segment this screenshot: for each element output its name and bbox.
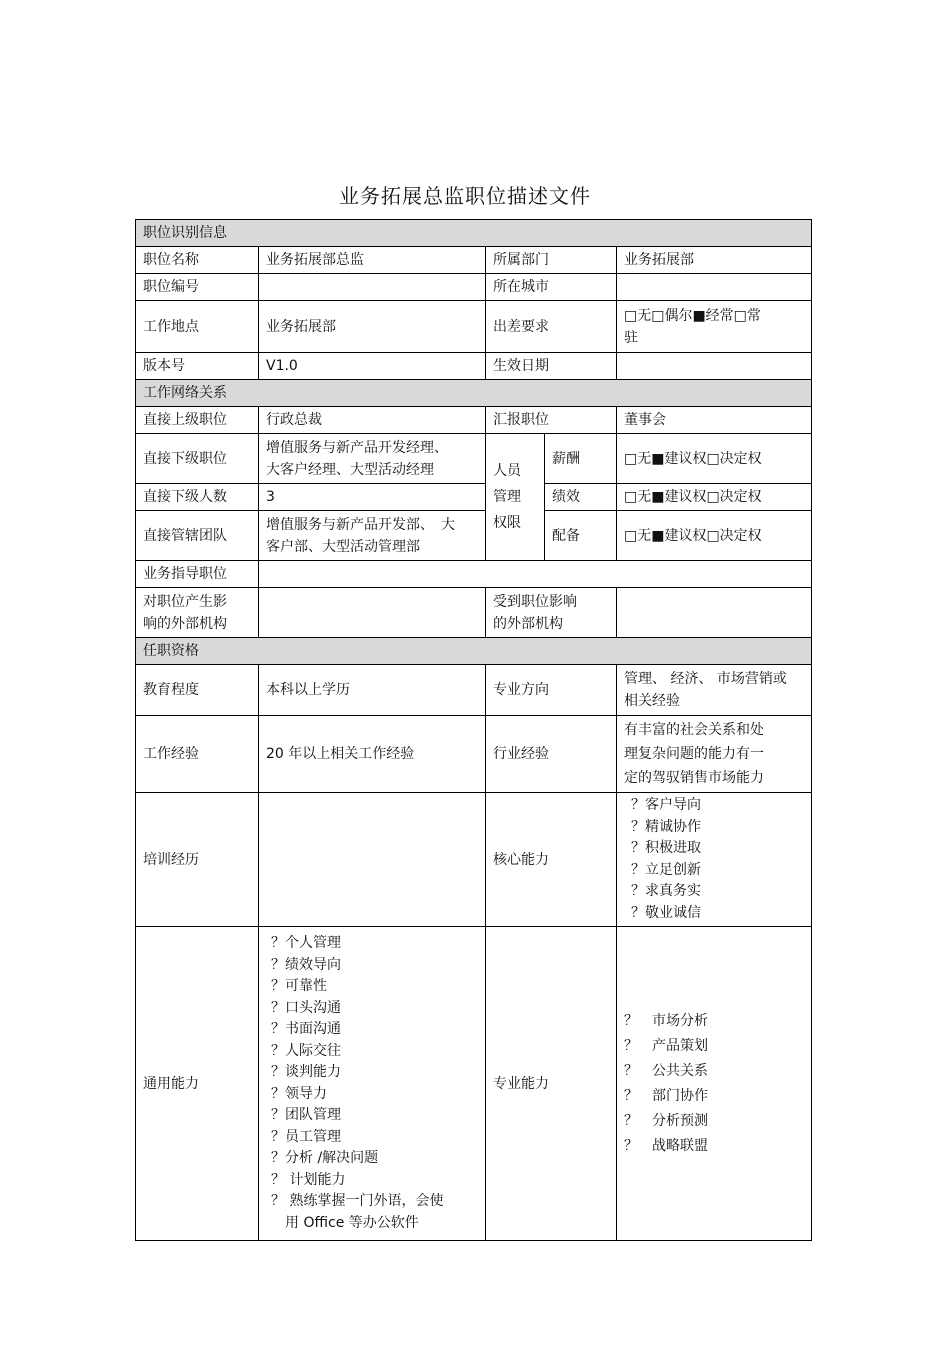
affect-label-line-2: 响的外部机构: [143, 615, 227, 632]
major-line-2: 相关经验: [624, 693, 680, 709]
label-position-name: 职位名称: [136, 247, 259, 274]
general-item: ？谈判能力: [271, 1064, 341, 1080]
label-city: 所在城市: [486, 274, 617, 301]
label-core: 核心能力: [486, 793, 617, 927]
label-effective-date: 生效日期: [486, 353, 617, 380]
label-major: 专业方向: [486, 665, 617, 716]
authority-line-1: 人员: [493, 463, 521, 479]
core-item: ？立足创新: [631, 861, 701, 878]
team-line-1: 增值服务与新产品开发部、 大: [266, 516, 455, 533]
value-major: [617, 665, 812, 716]
value-version: V1.0: [259, 353, 486, 380]
label-guidance: 业务指导职位: [136, 561, 259, 588]
general-item: ？员工管理: [271, 1128, 341, 1145]
section-header-network: 工作网络关系: [136, 380, 812, 407]
value-effective-date: [617, 353, 812, 380]
label-salary: 薪酬: [545, 434, 617, 484]
value-experience: 20 年以上相关工作经验: [259, 716, 486, 793]
value-position-name: 业务拓展部总监: [259, 247, 486, 274]
authority-line-2: 管理: [493, 489, 521, 505]
general-item: ？人际交往: [271, 1042, 341, 1059]
label-affected: [486, 588, 617, 638]
industry-line-1: 有丰富的社会关系和处: [624, 722, 764, 738]
general-item: 用 Office 等办公软件: [271, 1214, 419, 1231]
section-header-qualification: 任职资格: [136, 638, 812, 665]
professional-item: ？ 产品策划: [624, 1037, 708, 1054]
travel-line-1: □无□偶尔■经常□常: [624, 307, 761, 324]
value-location: 业务拓展部: [259, 301, 486, 353]
value-travel: [617, 301, 812, 353]
general-item: ？分析 /解决问题: [271, 1150, 379, 1166]
value-position-no: [259, 274, 486, 301]
value-superior: 行政总裁: [259, 407, 486, 434]
job-description-table: [135, 219, 812, 1241]
label-training: 培训经历: [136, 793, 259, 927]
professional-item: ？ 市场分析: [624, 1012, 708, 1029]
major-line-1: 管理、 经济、 市场营销或: [624, 671, 787, 687]
label-position-no: 职位编号: [136, 274, 259, 301]
value-performance: □无■建议权□决定权: [617, 484, 812, 511]
professional-item: ？ 分析预测: [624, 1112, 708, 1129]
general-item: ？书面沟通: [271, 1021, 341, 1037]
value-affected: [617, 588, 812, 638]
label-subordinate: 直接下级职位: [136, 434, 259, 484]
label-industry: 行业经验: [486, 716, 617, 793]
label-report: 汇报职位: [486, 407, 617, 434]
label-team: 直接管辖团队: [136, 511, 259, 561]
label-location: 工作地点: [136, 301, 259, 353]
general-item: ？口头沟通: [271, 999, 341, 1016]
travel-line-2: 驻: [624, 329, 638, 346]
value-salary: □无■建议权□决定权: [617, 434, 812, 484]
label-education: 教育程度: [136, 665, 259, 716]
general-item: ？绩效导向: [271, 956, 341, 973]
core-item: ？敬业诚信: [631, 904, 701, 921]
subordinate-line-1: 增值服务与新产品开发经理、: [266, 439, 448, 456]
value-general: [259, 927, 486, 1241]
label-travel: 出差要求: [486, 301, 617, 353]
value-guidance: [259, 561, 812, 588]
label-version: 版本号: [136, 353, 259, 380]
value-staffing: □无■建议权□决定权: [617, 511, 812, 561]
value-affect: [259, 588, 486, 638]
industry-line-2: 理复杂问题的能力有一: [624, 746, 764, 762]
professional-item: ？ 战略联盟: [624, 1137, 708, 1154]
affect-label-line-1: 对职位产生影: [143, 593, 227, 610]
label-general: 通用能力: [136, 927, 259, 1241]
value-professional: [617, 927, 812, 1241]
label-performance: 绩效: [545, 484, 617, 511]
value-subordinate: [259, 434, 486, 484]
core-item: ？客户导向: [631, 797, 701, 813]
authority-line-3: 权限: [493, 515, 521, 531]
value-department: 业务拓展部: [617, 247, 812, 274]
label-sub-count: 直接下级人数: [136, 484, 259, 511]
core-item: ？求真务实: [631, 883, 701, 899]
general-item: ？可靠性: [271, 978, 327, 994]
industry-line-3: 定的驾驭销售市场能力: [624, 770, 764, 786]
general-item: ？ 熟练掌握一门外语，会使: [271, 1193, 444, 1209]
value-team: [259, 511, 486, 561]
value-education: 本科以上学历: [259, 665, 486, 716]
team-line-2: 客户部、大型活动管理部: [266, 538, 420, 555]
value-core: [617, 793, 812, 927]
core-item: ？精诚协作: [631, 818, 701, 835]
label-staffing: 配备: [545, 511, 617, 561]
subordinate-line-2: 大客户经理、大型活动经理: [266, 461, 434, 478]
professional-item: ？ 部门协作: [624, 1087, 708, 1104]
value-training: [259, 793, 486, 927]
label-authority: [486, 434, 545, 561]
general-item: ？ 计划能力: [271, 1171, 346, 1188]
label-affect: [136, 588, 259, 638]
label-experience: 工作经验: [136, 716, 259, 793]
value-sub-count: 3: [259, 484, 486, 511]
general-item: ？团队管理: [271, 1107, 341, 1123]
label-superior: 直接上级职位: [136, 407, 259, 434]
page-title: 业务拓展总监职位描述文件: [339, 184, 591, 208]
label-professional: 专业能力: [486, 927, 617, 1241]
value-industry: [617, 716, 812, 793]
affected-label-line-1: 受到职位影响: [493, 593, 577, 610]
professional-item: ？ 公共关系: [624, 1062, 708, 1079]
general-item: ？领导力: [271, 1085, 327, 1102]
label-department: 所属部门: [486, 247, 617, 274]
value-report: 董事会: [617, 407, 812, 434]
section-header-identity: 职位识别信息: [136, 220, 812, 247]
value-city: [617, 274, 812, 301]
affected-label-line-2: 的外部机构: [493, 615, 563, 632]
core-item: ？积极进取: [631, 840, 701, 856]
general-item: ？个人管理: [271, 935, 341, 951]
